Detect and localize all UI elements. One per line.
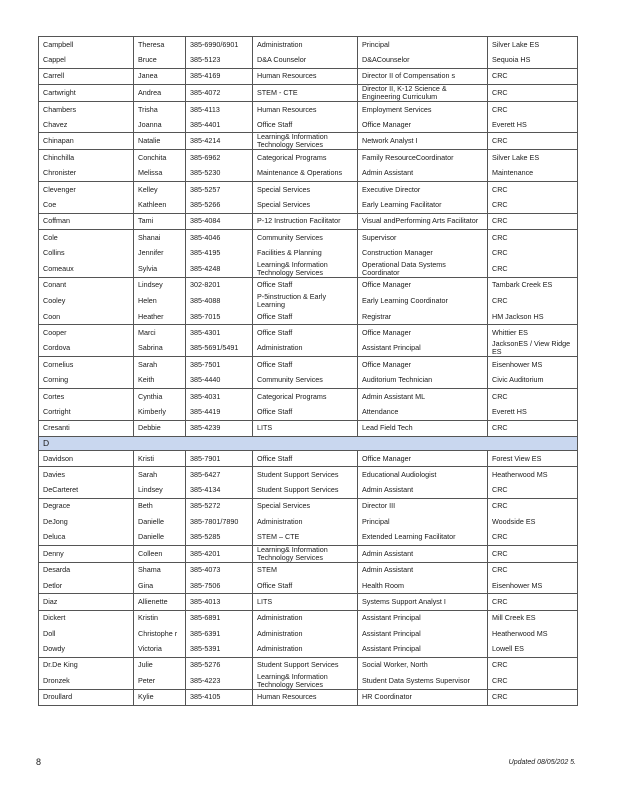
phone-cell: 385-5272 xyxy=(186,498,253,514)
department-cell: Special Services xyxy=(253,197,358,213)
last-name-cell: Chronister xyxy=(39,166,134,182)
phone-cell: 385-6427 xyxy=(186,467,253,483)
table-row xyxy=(39,498,578,514)
location-cell: CRC xyxy=(488,483,578,499)
job-title-cell: Principal xyxy=(358,37,488,53)
location-cell: Heatherwood MS xyxy=(488,467,578,483)
table-row xyxy=(39,610,578,626)
phone-cell: 385-6891 xyxy=(186,610,253,626)
phone-cell: 385-4072 xyxy=(186,84,253,101)
location-cell: Woodside ES xyxy=(488,514,578,529)
last-name-cell: DeJong xyxy=(39,514,134,529)
last-name-cell: Droullard xyxy=(39,689,134,705)
first-name-cell: Kimberly xyxy=(134,404,186,420)
first-name-cell: Theresa xyxy=(134,37,186,53)
table-row xyxy=(39,594,578,610)
last-name-cell: Coffman xyxy=(39,213,134,229)
location-cell: CRC xyxy=(488,594,578,610)
phone-cell: 385-4134 xyxy=(186,483,253,499)
last-name-cell: Cortes xyxy=(39,389,134,405)
location-cell: CRC xyxy=(488,101,578,117)
job-title-cell: Family ResourceCoordinator xyxy=(358,150,488,166)
phone-cell: 385-4419 xyxy=(186,404,253,420)
location-cell: Heatherwood MS xyxy=(488,626,578,641)
table-row xyxy=(39,641,578,657)
department-cell: Office Staff xyxy=(253,450,358,466)
job-title-cell: Director II of Compensation s xyxy=(358,68,488,84)
first-name-cell: Marci xyxy=(134,325,186,341)
phone-cell: 302-8201 xyxy=(186,277,253,293)
last-name-cell: Detlor xyxy=(39,578,134,594)
location-cell: CRC xyxy=(488,389,578,405)
first-name-cell: Jennifer xyxy=(134,245,186,260)
phone-cell: 385-4248 xyxy=(186,261,253,278)
first-name-cell: Kristin xyxy=(134,610,186,626)
phone-cell: 385-4440 xyxy=(186,373,253,389)
first-name-cell: Bruce xyxy=(134,52,186,68)
department-cell: Facilities & Planning xyxy=(253,245,358,260)
phone-cell: 385-4223 xyxy=(186,673,253,690)
table-row xyxy=(39,182,578,198)
department-cell: Office Staff xyxy=(253,309,358,325)
job-title-cell: Assistant Principal xyxy=(358,610,488,626)
job-title-cell: Assistant Principal xyxy=(358,641,488,657)
location-cell: CRC xyxy=(488,545,578,562)
first-name-cell: Danielle xyxy=(134,514,186,529)
job-title-cell: Auditorium Technician xyxy=(358,373,488,389)
table-row xyxy=(39,657,578,673)
department-cell: LITS xyxy=(253,594,358,610)
department-cell: Special Services xyxy=(253,498,358,514)
phone-cell: 385-5257 xyxy=(186,182,253,198)
table-row xyxy=(39,467,578,483)
department-cell: Human Resources xyxy=(253,68,358,84)
phone-cell: 385-6391 xyxy=(186,626,253,641)
phone-cell: 385-7506 xyxy=(186,578,253,594)
job-title-cell: Systems Support Analyst I xyxy=(358,594,488,610)
job-title-cell: Admin Assistant ML xyxy=(358,389,488,405)
table-row xyxy=(39,357,578,373)
department-cell: Learning& Information Technology Services xyxy=(253,133,358,150)
job-title-cell: Registrar xyxy=(358,309,488,325)
first-name-cell: Danielle xyxy=(134,529,186,545)
phone-cell: 385-5691/5491 xyxy=(186,340,253,357)
phone-cell: 385-4301 xyxy=(186,325,253,341)
table-row xyxy=(39,133,578,150)
last-name-cell: Cordova xyxy=(39,340,134,357)
table-row xyxy=(39,420,578,436)
job-title-cell: Admin Assistant xyxy=(358,562,488,578)
department-cell: Administration xyxy=(253,514,358,529)
location-cell: CRC xyxy=(488,562,578,578)
location-cell: CRC xyxy=(488,197,578,213)
location-cell: CRC xyxy=(488,673,578,690)
table-row xyxy=(39,117,578,133)
table-row xyxy=(39,197,578,213)
table-row xyxy=(39,514,578,529)
job-title-cell: Early Learning Facilitator xyxy=(358,197,488,213)
table-row xyxy=(39,689,578,705)
phone-cell: 385-4401 xyxy=(186,117,253,133)
department-cell: Administration xyxy=(253,626,358,641)
department-cell: P-5instruction & Early Learning xyxy=(253,293,358,309)
table-row xyxy=(39,84,578,101)
last-name-cell: Dr.De King xyxy=(39,657,134,673)
last-name-cell: Corning xyxy=(39,373,134,389)
phone-cell: 385-4088 xyxy=(186,293,253,309)
table-row xyxy=(39,529,578,545)
department-cell: STEM – CTE xyxy=(253,529,358,545)
job-title-cell: Executive Director xyxy=(358,182,488,198)
last-name-cell: Cooper xyxy=(39,325,134,341)
location-cell: CRC xyxy=(488,133,578,150)
table-row xyxy=(39,293,578,309)
location-cell: Civic Auditorium xyxy=(488,373,578,389)
phone-cell: 385-4084 xyxy=(186,213,253,229)
job-title-cell: Admin Assistant xyxy=(358,483,488,499)
phone-cell: 385-4031 xyxy=(186,389,253,405)
first-name-cell: Peter xyxy=(134,673,186,690)
job-title-cell: HR Coordinator xyxy=(358,689,488,705)
location-cell: CRC xyxy=(488,245,578,260)
first-name-cell: Colleen xyxy=(134,545,186,562)
department-cell: Learning& Information Technology Services xyxy=(253,673,358,690)
last-name-cell: Coe xyxy=(39,197,134,213)
phone-cell: 385-7901 xyxy=(186,450,253,466)
last-name-cell: Cooley xyxy=(39,293,134,309)
last-name-cell: Cortright xyxy=(39,404,134,420)
job-title-cell: Office Manager xyxy=(358,117,488,133)
first-name-cell: Allienette xyxy=(134,594,186,610)
location-cell: CRC xyxy=(488,84,578,101)
table-row xyxy=(39,340,578,357)
department-cell: Student Support Services xyxy=(253,467,358,483)
job-title-cell: Construction Manager xyxy=(358,245,488,260)
table-row xyxy=(39,101,578,117)
phone-cell: 385-6962 xyxy=(186,150,253,166)
table-row xyxy=(39,309,578,325)
department-cell: D&A Counselor xyxy=(253,52,358,68)
job-title-cell: Office Manager xyxy=(358,450,488,466)
first-name-cell: Andrea xyxy=(134,84,186,101)
job-title-cell: Lead Field Tech xyxy=(358,420,488,436)
table-row xyxy=(39,450,578,466)
job-title-cell: Director III xyxy=(358,498,488,514)
location-cell: CRC xyxy=(488,213,578,229)
location-cell: CRC xyxy=(488,689,578,705)
department-cell: P-12 Instruction Facilitator xyxy=(253,213,358,229)
first-name-cell: Keith xyxy=(134,373,186,389)
job-title-cell: Assistant Principal xyxy=(358,626,488,641)
job-title-cell: Student Data Systems Supervisor xyxy=(358,673,488,690)
table-row xyxy=(39,245,578,260)
last-name-cell: Comeaux xyxy=(39,261,134,278)
first-name-cell: Joanna xyxy=(134,117,186,133)
location-cell: Everett HS xyxy=(488,404,578,420)
last-name-cell: Degrace xyxy=(39,498,134,514)
location-cell: JacksonES / View Ridge ES xyxy=(488,340,578,357)
first-name-cell: Shanai xyxy=(134,229,186,245)
phone-cell: 385-4013 xyxy=(186,594,253,610)
last-name-cell: Diaz xyxy=(39,594,134,610)
table-row xyxy=(39,404,578,420)
page-number: 8 xyxy=(36,757,42,767)
department-cell: Office Staff xyxy=(253,117,358,133)
table-row xyxy=(39,626,578,641)
job-title-cell: Admin Assistant xyxy=(358,545,488,562)
phone-cell: 385-4169 xyxy=(186,68,253,84)
phone-cell: 385-4239 xyxy=(186,420,253,436)
phone-cell: 385-4105 xyxy=(186,689,253,705)
department-cell: STEM - CTE xyxy=(253,84,358,101)
last-name-cell: Cartwright xyxy=(39,84,134,101)
table-row xyxy=(39,578,578,594)
location-cell: CRC xyxy=(488,657,578,673)
first-name-cell: Sabrina xyxy=(134,340,186,357)
job-title-cell: Employment Services xyxy=(358,101,488,117)
first-name-cell: Lindsey xyxy=(134,277,186,293)
first-name-cell: Kathleen xyxy=(134,197,186,213)
section-letter: D xyxy=(39,436,578,450)
last-name-cell: Cresanti xyxy=(39,420,134,436)
first-name-cell: Sylvia xyxy=(134,261,186,278)
first-name-cell: Conchita xyxy=(134,150,186,166)
department-cell: Office Staff xyxy=(253,357,358,373)
first-name-cell: Tami xyxy=(134,213,186,229)
table-row xyxy=(39,166,578,182)
last-name-cell: Denny xyxy=(39,545,134,562)
location-cell: CRC xyxy=(488,529,578,545)
location-cell: CRC xyxy=(488,229,578,245)
location-cell: Mill Creek ES xyxy=(488,610,578,626)
phone-cell: 385-7801/7890 xyxy=(186,514,253,529)
table-row xyxy=(39,325,578,341)
department-cell: Office Staff xyxy=(253,325,358,341)
job-title-cell: Principal xyxy=(358,514,488,529)
location-cell: CRC xyxy=(488,261,578,278)
last-name-cell: Dronzek xyxy=(39,673,134,690)
last-name-cell: Cole xyxy=(39,229,134,245)
location-cell: Silver Lake ES xyxy=(488,150,578,166)
location-cell: Everett HS xyxy=(488,117,578,133)
job-title-cell: Social Worker, North xyxy=(358,657,488,673)
department-cell: Categorical Programs xyxy=(253,150,358,166)
last-name-cell: Davidson xyxy=(39,450,134,466)
job-title-cell: Health Room xyxy=(358,578,488,594)
phone-cell: 385-4113 xyxy=(186,101,253,117)
first-name-cell: Lindsey xyxy=(134,483,186,499)
first-name-cell: Gina xyxy=(134,578,186,594)
last-name-cell: Dickert xyxy=(39,610,134,626)
first-name-cell: Shama xyxy=(134,562,186,578)
job-title-cell: Office Manager xyxy=(358,357,488,373)
phone-cell: 385-5266 xyxy=(186,197,253,213)
first-name-cell: Victoria xyxy=(134,641,186,657)
last-name-cell: Dowdy xyxy=(39,641,134,657)
job-title-cell: Office Manager xyxy=(358,277,488,293)
last-name-cell: Chavez xyxy=(39,117,134,133)
phone-cell: 385-4195 xyxy=(186,245,253,260)
department-cell: Office Staff xyxy=(253,277,358,293)
job-title-cell: D&ACounselor xyxy=(358,52,488,68)
department-cell: Categorical Programs xyxy=(253,389,358,405)
department-cell: Administration xyxy=(253,610,358,626)
location-cell: CRC xyxy=(488,293,578,309)
department-cell: STEM xyxy=(253,562,358,578)
job-title-cell: Extended Learning Facilitator xyxy=(358,529,488,545)
job-title-cell: Assistant Principal xyxy=(358,340,488,357)
phone-cell: 385-7501 xyxy=(186,357,253,373)
last-name-cell: Coon xyxy=(39,309,134,325)
phone-cell: 385-4201 xyxy=(186,545,253,562)
table-row xyxy=(39,261,578,278)
job-title-cell: Early Learning Coordinator xyxy=(358,293,488,309)
table-row xyxy=(39,213,578,229)
last-name-cell: Campbell xyxy=(39,37,134,53)
phone-cell: 385-5230 xyxy=(186,166,253,182)
first-name-cell: Trisha xyxy=(134,101,186,117)
first-name-cell: Janea xyxy=(134,68,186,84)
last-name-cell: Doll xyxy=(39,626,134,641)
job-title-cell: Office Manager xyxy=(358,325,488,341)
location-cell: Whittier ES xyxy=(488,325,578,341)
job-title-cell: Supervisor xyxy=(358,229,488,245)
location-cell: Lowell ES xyxy=(488,641,578,657)
phone-cell: 385-5276 xyxy=(186,657,253,673)
department-cell: Special Services xyxy=(253,182,358,198)
job-title-cell: Educational Audiologist xyxy=(358,467,488,483)
job-title-cell: Attendance xyxy=(358,404,488,420)
last-name-cell: Chinapan xyxy=(39,133,134,150)
department-cell: Community Services xyxy=(253,229,358,245)
table-row xyxy=(39,373,578,389)
department-cell: Office Staff xyxy=(253,578,358,594)
phone-cell: 385-4046 xyxy=(186,229,253,245)
first-name-cell: Sarah xyxy=(134,357,186,373)
table-row xyxy=(39,150,578,166)
location-cell: CRC xyxy=(488,498,578,514)
last-name-cell: Chinchilla xyxy=(39,150,134,166)
location-cell: Maintenance xyxy=(488,166,578,182)
job-title-cell: Admin Assistant xyxy=(358,166,488,182)
department-cell: Administration xyxy=(253,641,358,657)
table-row xyxy=(39,277,578,293)
job-title-cell: Network Analyst I xyxy=(358,133,488,150)
last-name-cell: Cornelius xyxy=(39,357,134,373)
table-row xyxy=(39,52,578,68)
job-title-cell: Director II, K-12 Science & Engineering Curriculum xyxy=(358,84,488,101)
first-name-cell: Heather xyxy=(134,309,186,325)
last-name-cell: Clevenger xyxy=(39,182,134,198)
department-cell: Learning& Information Technology Services xyxy=(253,261,358,278)
location-cell: CRC xyxy=(488,182,578,198)
first-name-cell: Kylie xyxy=(134,689,186,705)
table-row xyxy=(39,68,578,84)
updated-date: Updated 08/05/202 5. xyxy=(508,759,576,766)
phone-cell: 385-4073 xyxy=(186,562,253,578)
department-cell: Student Support Services xyxy=(253,483,358,499)
last-name-cell: Chambers xyxy=(39,101,134,117)
first-name-cell: Sarah xyxy=(134,467,186,483)
last-name-cell: Davies xyxy=(39,467,134,483)
department-cell: Community Services xyxy=(253,373,358,389)
location-cell: Forest View ES xyxy=(488,450,578,466)
first-name-cell: Kristi xyxy=(134,450,186,466)
department-cell: LITS xyxy=(253,420,358,436)
phone-cell: 385-5285 xyxy=(186,529,253,545)
location-cell: HM Jackson HS xyxy=(488,309,578,325)
first-name-cell: Natalie xyxy=(134,133,186,150)
department-cell: Maintenance & Operations xyxy=(253,166,358,182)
table-row xyxy=(39,545,578,562)
phone-cell: 385-5391 xyxy=(186,641,253,657)
phone-cell: 385-6990/6901 xyxy=(186,37,253,53)
department-cell: Student Support Services xyxy=(253,657,358,673)
first-name-cell: Debbie xyxy=(134,420,186,436)
first-name-cell: Beth xyxy=(134,498,186,514)
section-header-row xyxy=(39,436,578,450)
department-cell: Human Resources xyxy=(253,101,358,117)
last-name-cell: Deluca xyxy=(39,529,134,545)
first-name-cell: Julie xyxy=(134,657,186,673)
location-cell: Tambark Creek ES xyxy=(488,277,578,293)
location-cell: Eisenhower MS xyxy=(488,357,578,373)
table-row xyxy=(39,483,578,499)
table-row xyxy=(39,389,578,405)
department-cell: Learning& Information Technology Services xyxy=(253,545,358,562)
last-name-cell: Collins xyxy=(39,245,134,260)
department-cell: Office Staff xyxy=(253,404,358,420)
last-name-cell: Carrell xyxy=(39,68,134,84)
table-row xyxy=(39,37,578,53)
table-row xyxy=(39,673,578,690)
location-cell: Eisenhower MS xyxy=(488,578,578,594)
location-cell: CRC xyxy=(488,420,578,436)
department-cell: Administration xyxy=(253,37,358,53)
table-row xyxy=(39,562,578,578)
last-name-cell: Conant xyxy=(39,277,134,293)
staff-directory-table xyxy=(38,36,578,706)
last-name-cell: Desarda xyxy=(39,562,134,578)
first-name-cell: Helen xyxy=(134,293,186,309)
phone-cell: 385-5123 xyxy=(186,52,253,68)
last-name-cell: Cappel xyxy=(39,52,134,68)
location-cell: CRC xyxy=(488,68,578,84)
first-name-cell: Melissa xyxy=(134,166,186,182)
job-title-cell: Visual andPerforming Arts Facilitator xyxy=(358,213,488,229)
job-title-cell: Operational Data Systems Coordinator xyxy=(358,261,488,278)
phone-cell: 385-7015 xyxy=(186,309,253,325)
department-cell: Human Resources xyxy=(253,689,358,705)
location-cell: Silver Lake ES xyxy=(488,37,578,53)
location-cell: Sequoia HS xyxy=(488,52,578,68)
directory-body xyxy=(39,37,578,706)
phone-cell: 385-4214 xyxy=(186,133,253,150)
first-name-cell: Christophe r xyxy=(134,626,186,641)
first-name-cell: Cynthia xyxy=(134,389,186,405)
department-cell: Administration xyxy=(253,340,358,357)
table-row xyxy=(39,229,578,245)
first-name-cell: Kelley xyxy=(134,182,186,198)
last-name-cell: DeCarteret xyxy=(39,483,134,499)
